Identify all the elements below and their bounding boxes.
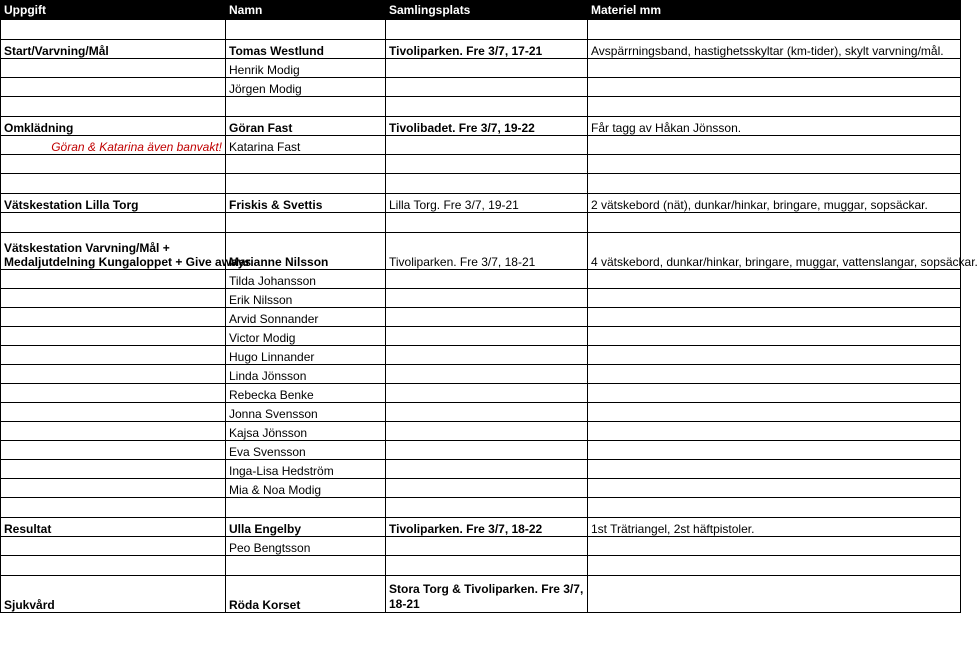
cell-samlingsplats [386, 136, 588, 155]
cell-samlingsplats [386, 289, 588, 308]
cell-materiel: Avspärrningsband, hastighetsskyltar (km-tider), skylt varvning/mål. [588, 40, 961, 59]
cell-uppgift [1, 213, 226, 233]
cell-samlingsplats: Tivoliparken. Fre 3/7, 18-22 [386, 518, 588, 537]
cell-namn [226, 174, 386, 194]
cell-namn [226, 20, 386, 40]
cell-uppgift [1, 384, 226, 403]
cell-materiel [588, 576, 961, 613]
cell-materiel [588, 556, 961, 576]
cell-samlingsplats [386, 498, 588, 518]
cell-samlingsplats: Tivoliparken. Fre 3/7, 17-21 [386, 40, 588, 59]
cell-uppgift [1, 155, 226, 174]
cell-materiel [588, 270, 961, 289]
table-row [1, 441, 961, 460]
cell-uppgift [1, 537, 226, 556]
cell-namn: Victor Modig [226, 327, 386, 346]
cell-uppgift [1, 460, 226, 479]
cell-namn: Linda Jönsson [226, 365, 386, 384]
table-row [1, 155, 961, 174]
cell-uppgift [1, 441, 226, 460]
cell-samlingsplats [386, 365, 588, 384]
cell-namn: Peo Bengtsson [226, 537, 386, 556]
table-row [1, 518, 961, 537]
cell-uppgift [1, 20, 226, 40]
cell-uppgift [1, 308, 226, 327]
header-row [1, 1, 961, 20]
cell-materiel [588, 289, 961, 308]
cell-materiel [588, 479, 961, 498]
table-row [1, 194, 961, 213]
cell-namn [226, 498, 386, 518]
cell-materiel: Får tagg av Håkan Jönsson. [588, 117, 961, 136]
cell-samlingsplats [386, 59, 588, 78]
table-row [1, 403, 961, 422]
cell-materiel: 2 vätskebord (nät), dunkar/hinkar, bringare, muggar, sopsäckar. [588, 194, 961, 213]
table-row [1, 327, 961, 346]
cell-materiel [588, 20, 961, 40]
cell-namn: Tomas Westlund [226, 40, 386, 59]
cell-namn: Katarina Fast [226, 136, 386, 155]
cell-samlingsplats [386, 20, 588, 40]
table-row [1, 59, 961, 78]
table-row [1, 576, 961, 613]
table-row [1, 498, 961, 518]
cell-samlingsplats [386, 270, 588, 289]
cell-uppgift: Start/Varvning/Mål [1, 40, 226, 59]
cell-uppgift [1, 59, 226, 78]
table-row [1, 365, 961, 384]
cell-uppgift: Sjukvård [1, 576, 226, 613]
cell-namn: Inga-Lisa Hedström [226, 460, 386, 479]
table-row [1, 289, 961, 308]
cell-samlingsplats [386, 556, 588, 576]
cell-uppgift [1, 289, 226, 308]
cell-samlingsplats [386, 346, 588, 365]
cell-namn: Marianne Nilsson [226, 233, 386, 270]
cell-samlingsplats [386, 479, 588, 498]
cell-materiel [588, 155, 961, 174]
cell-uppgift [1, 365, 226, 384]
cell-uppgift [1, 97, 226, 117]
cell-materiel [588, 346, 961, 365]
cell-samlingsplats [386, 422, 588, 441]
cell-materiel [588, 327, 961, 346]
table-row [1, 422, 961, 441]
cell-namn: Kajsa Jönsson [226, 422, 386, 441]
cell-uppgift [1, 270, 226, 289]
cell-samlingsplats [386, 327, 588, 346]
table-row [1, 213, 961, 233]
header-cell-uppgift: Uppgift [1, 1, 226, 20]
cell-samlingsplats [386, 384, 588, 403]
cell-namn [226, 97, 386, 117]
cell-samlingsplats [386, 213, 588, 233]
cell-samlingsplats [386, 155, 588, 174]
cell-uppgift [1, 327, 226, 346]
cell-samlingsplats [386, 460, 588, 479]
cell-namn: Friskis & Svettis [226, 194, 386, 213]
table-row [1, 78, 961, 97]
table-row [1, 479, 961, 498]
cell-namn: Tilda Johansson [226, 270, 386, 289]
cell-samlingsplats: Tivolibadet. Fre 3/7, 19-22 [386, 117, 588, 136]
cell-materiel [588, 498, 961, 518]
cell-namn: Henrik Modig [226, 59, 386, 78]
cell-namn: Rebecka Benke [226, 384, 386, 403]
cell-materiel [588, 59, 961, 78]
cell-uppgift: Resultat [1, 518, 226, 537]
cell-namn [226, 155, 386, 174]
table-row [1, 460, 961, 479]
table-row [1, 97, 961, 117]
cell-namn [226, 213, 386, 233]
cell-uppgift [1, 498, 226, 518]
cell-uppgift [1, 556, 226, 576]
cell-samlingsplats [386, 537, 588, 556]
cell-namn: Arvid Sonnander [226, 308, 386, 327]
cell-samlingsplats: Lilla Torg. Fre 3/7, 19-21 [386, 194, 588, 213]
cell-namn: Röda Korset [226, 576, 386, 613]
cell-samlingsplats [386, 441, 588, 460]
cell-namn: Hugo Linnander [226, 346, 386, 365]
cell-materiel [588, 537, 961, 556]
cell-uppgift: Omklädning [1, 117, 226, 136]
cell-uppgift: Vätskestation Lilla Torg [1, 194, 226, 213]
table-body [1, 1, 978, 613]
table-row [1, 233, 961, 270]
cell-namn [226, 556, 386, 576]
table-row [1, 136, 961, 155]
cell-samlingsplats [386, 97, 588, 117]
cell-namn: Erik Nilsson [226, 289, 386, 308]
cell-namn: Ulla Engelby [226, 518, 386, 537]
cell-uppgift: Göran & Katarina även banvakt! [1, 136, 226, 155]
table-row [1, 384, 961, 403]
cell-samlingsplats: Stora Torg & Tivoliparken. Fre 3/7, 18-21 [386, 576, 588, 613]
table-row [1, 308, 961, 327]
cell-samlingsplats [386, 403, 588, 422]
cell-materiel [588, 78, 961, 97]
header-cell-samlingsplats: Samlingsplats [386, 1, 588, 20]
cell-namn: Eva Svensson [226, 441, 386, 460]
cell-namn: Göran Fast [226, 117, 386, 136]
table-row [1, 40, 961, 59]
cell-materiel [588, 213, 961, 233]
cell-materiel [588, 136, 961, 155]
header-cell-materiel: Materiel mm [588, 1, 961, 20]
table-row [1, 20, 961, 40]
cell-samlingsplats [386, 174, 588, 194]
cell-materiel [588, 384, 961, 403]
table-row [1, 270, 961, 289]
table-row [1, 537, 961, 556]
cell-samlingsplats [386, 78, 588, 97]
cell-namn: Jonna Svensson [226, 403, 386, 422]
cell-materiel: 4 vätskebord, dunkar/hinkar, bringare, muggar, vattenslangar, sopsäckar. [588, 233, 961, 270]
cell-materiel [588, 365, 961, 384]
cell-uppgift: Vätskestation Varvning/Mål + Medaljutdelning Kungaloppet + Give aways [1, 233, 226, 270]
cell-materiel [588, 174, 961, 194]
cell-samlingsplats: Tivoliparken. Fre 3/7, 18-21 [386, 233, 588, 270]
cell-namn: Jörgen Modig [226, 78, 386, 97]
cell-materiel [588, 308, 961, 327]
cell-uppgift [1, 422, 226, 441]
cell-materiel [588, 422, 961, 441]
cell-materiel [588, 460, 961, 479]
table-row [1, 346, 961, 365]
cell-materiel [588, 441, 961, 460]
cell-uppgift [1, 479, 226, 498]
table-row [1, 556, 961, 576]
cell-materiel [588, 403, 961, 422]
cell-namn: Mia & Noa Modig [226, 479, 386, 498]
cell-uppgift [1, 78, 226, 97]
cell-samlingsplats [386, 308, 588, 327]
cell-materiel: 1st Trätriangel, 2st häftpistoler. [588, 518, 961, 537]
header-cell-namn: Namn [226, 1, 386, 20]
cell-uppgift [1, 174, 226, 194]
cell-uppgift [1, 346, 226, 365]
cell-uppgift [1, 403, 226, 422]
cell-materiel [588, 97, 961, 117]
table-row [1, 117, 961, 136]
table-row [1, 174, 961, 194]
